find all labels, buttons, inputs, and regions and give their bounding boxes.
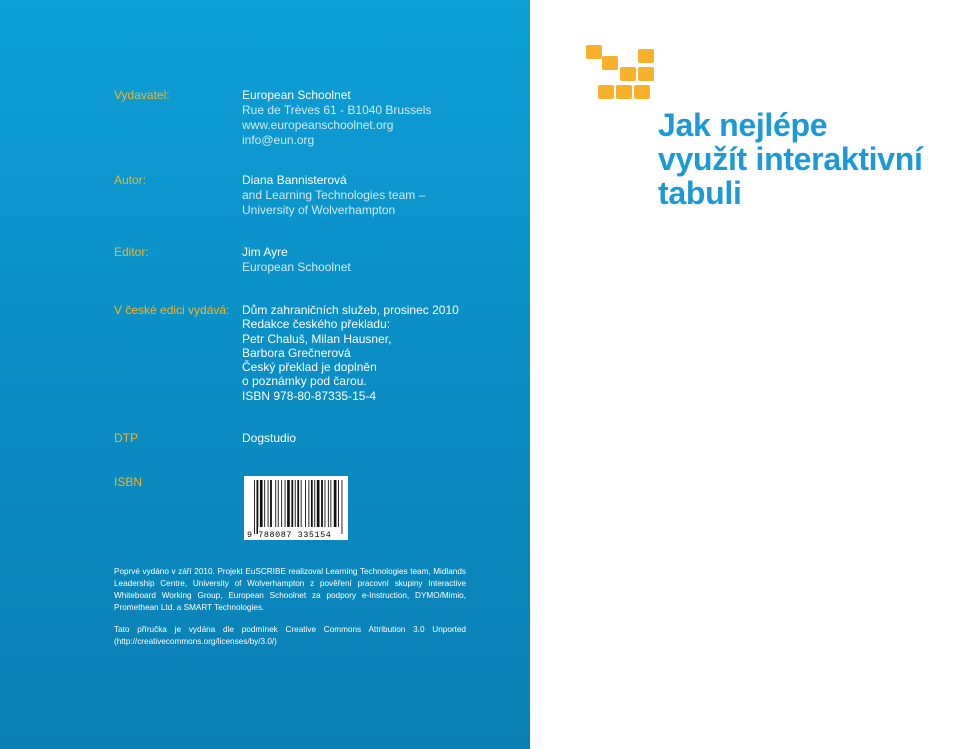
logo-square <box>634 85 650 99</box>
barcode-graphic <box>244 476 348 540</box>
logo-square <box>598 85 614 99</box>
dtp-label: DTP <box>114 431 138 445</box>
author-line: and Learning Technologies team – <box>242 188 426 202</box>
czech-edition-line: Redakce českého překladu: <box>242 317 391 332</box>
license-note: Tato příručka je vydána dle podmínek Creative Commons Attribution 3.0 Unported (http://creativecommons.org/licenses/by/3.0/) <box>114 625 466 646</box>
editor-line: Jim Ayre <box>242 245 288 259</box>
czech-edition-line: Dům zahraničních služeb, prosinec 2010 <box>242 303 459 317</box>
author-info <box>242 173 425 218</box>
czech-edition-line: Petr Chaluš, Milan Hausner, <box>242 331 392 346</box>
dtp-value: Dogstudio <box>242 431 297 445</box>
czech-edition-line: Barbora Grečnerová <box>242 345 351 360</box>
barcode-digits: 9 788087 335154 <box>247 530 332 540</box>
author-line: Diana Bannisterová <box>242 173 347 187</box>
logo-square <box>586 45 602 59</box>
isbn-label: ISBN <box>114 475 143 489</box>
publisher-line: European Schoolnet <box>242 88 351 102</box>
isbn-barcode <box>244 476 348 540</box>
czech-edition-line: Český překlad je doplněn <box>242 360 377 375</box>
logo-square <box>616 85 632 99</box>
author-label: Autor: <box>114 173 147 187</box>
czech-edition-line: o poznámky pod čarou. <box>242 374 367 389</box>
czech-edition-label: V české edici vydává: <box>114 303 230 317</box>
logo-square <box>638 67 654 81</box>
logo-square <box>602 56 618 70</box>
logo-square <box>638 49 654 63</box>
book-title <box>658 108 958 210</box>
barcode-bars <box>254 480 342 534</box>
editor-label: Editor: <box>114 245 149 259</box>
title-line: tabuli <box>658 175 742 211</box>
publisher-info <box>242 88 431 148</box>
first-edition-note: Poprvé vydáno v září 2010. Projekt EuSCRIBE realizoval Learning Technologies team, Midlands Leadership Centre, University of Wolverhampton z pověření pracovní skupiny Interactive Whiteboard Working Group, European Schoolnet za podpory e-Instruction, DYMO/Mimio, Promethean Ltd. a SMART Technologies. <box>114 567 466 612</box>
publisher-line: www.europeanschoolnet.org <box>242 118 394 132</box>
title-line: využít interaktivní <box>658 141 923 177</box>
publication-notes <box>114 566 466 648</box>
czech-edition-line: ISBN 978-80-87335-15-4 <box>242 388 377 403</box>
editor-line: European Schoolnet <box>242 260 351 274</box>
publisher-line: Rue de Trèves 61 - B1040 Brussels <box>242 103 432 117</box>
publisher-label: Vydavatel: <box>114 88 170 102</box>
author-line: University of Wolverhampton <box>242 203 396 217</box>
title-line: Jak nejlépe <box>658 107 828 143</box>
publisher-line: info@eun.org <box>242 133 315 147</box>
czech-edition-info <box>242 303 459 403</box>
editor-info <box>242 245 351 275</box>
yellow-squares-logo <box>586 45 656 103</box>
logo-square <box>620 67 636 81</box>
